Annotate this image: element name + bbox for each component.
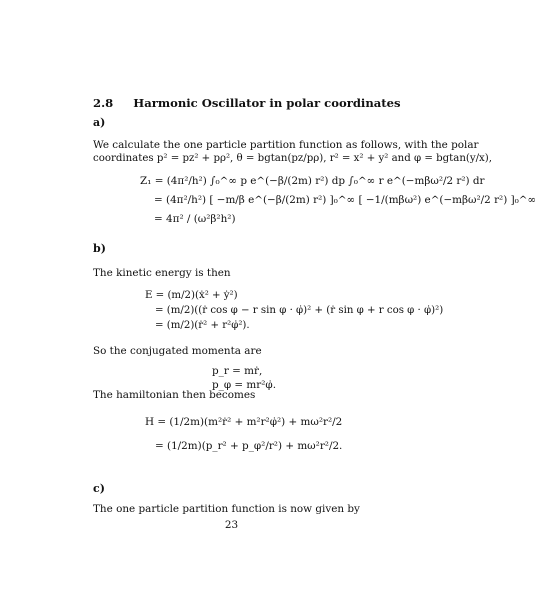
eq-z1-line-2: = (4π²/h²) [ −m/β e^(−β/(2m) r²) ]₀^∞ [ −1/(mβω²) e^(−mβω²/2 r²) ]₀^∞ [154,194,536,206]
part-c-label: c) [93,482,105,495]
part-c-intro: The one particle partition function is now given by [93,503,360,515]
part-a-intro-line2 [93,152,492,166]
section-heading [93,96,401,110]
eq-h-line-2: = (1/2m)(p_r² + p_φ²/r²) + mω²r²/2. [155,440,343,452]
eq-e-line-1: E = (m/2)(ẋ² + ẏ²) [145,290,238,301]
section-title: Harmonic Oscillator in polar coordinates [133,96,401,110]
partition-function-eq [140,172,536,229]
eq-z1-line-1: Z₁ = (4π²/h²) ∫₀^∞ p e^(−β/(2m) r²) dp ∫₀^∞ r e^(−mβω²/2 r²) dr [140,175,485,187]
eq-z1-line-3: = 4π² / (ω²β²h²) [154,213,236,225]
section-number: 2.8 [93,96,114,110]
momenta-intro: So the conjugated momenta are [93,345,262,357]
part-b-label: b) [93,242,106,255]
eq-e-line-3: = (m/2)(ṙ² + r²φ̇²). [155,320,250,331]
kinetic-energy-eq [145,288,443,333]
hamiltonian-intro: The hamiltonian then becomes [93,389,256,401]
part-a-label: a) [93,116,106,129]
part-a-intro-line2-text: coordinates p² = pz² + pρ², θ = bgtan(pz/pρ), r² = x² + y² and φ = bgtan(y/x), [93,153,493,164]
hamiltonian-eq [145,410,342,458]
momentum-r: p_r = mṙ, [212,365,263,377]
part-a-intro-line1: We calculate the one particle partition function as follows, with the polar [93,139,479,151]
eq-h-line-1: H = (1/2m)(m²ṙ² + m²r²φ̇²) + mω²r²/2 [145,416,343,428]
momentum-phi: p_φ = mr²φ̇. [212,379,276,391]
page-number: 23 [224,519,239,531]
eq-e-line-2: = (m/2)((ṙ cos φ − r sin φ · φ̇)² + (ṙ sin φ + r cos φ · φ̇)²) [155,305,444,316]
kinetic-intro: The kinetic energy is then [93,267,231,279]
